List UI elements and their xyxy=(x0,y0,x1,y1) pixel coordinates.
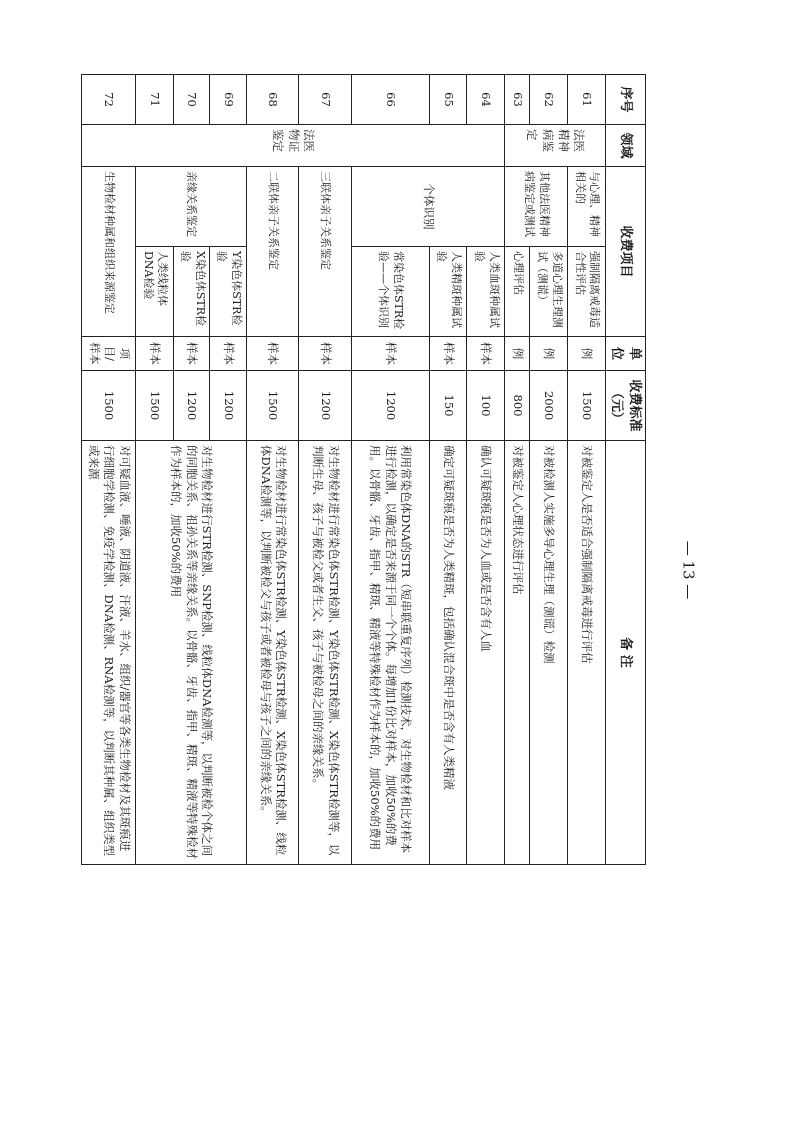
row-fee: 1200 xyxy=(210,371,246,441)
row-note: 对生物检材进行STR检测、SNP检测、线粒体DNA检测等，以判断被检个体之间的同胞关系、祖孙关系等亲缘关系。以骨骼、牙齿、指甲、精斑、精液等特殊检材作为样本的，加收50%的费用 xyxy=(136,441,247,865)
page-number xyxy=(678,540,698,600)
row-category: 与心理、精神相关的 xyxy=(568,167,606,247)
row-fee: 1200 xyxy=(299,371,352,441)
row-fee: 1200 xyxy=(173,371,209,441)
row-unit: 样本 xyxy=(299,337,352,371)
row-item: 强制隔离戒毒适合性评估 xyxy=(568,247,606,337)
header-unit: 单位 xyxy=(605,337,645,371)
row-note: 对可疑血液、唾液、阴道液、汗液、羊水、组织/器官等各类生物检材及其斑痕进行细胞学检测、免疫学检测、DNA检测、RNA检测等，以判断其种属、组织类型或来源 xyxy=(82,441,136,865)
table-row xyxy=(568,75,606,865)
row-fee: 1500 xyxy=(246,371,299,441)
row-fee: 1500 xyxy=(136,371,174,441)
row-no: 65 xyxy=(429,75,467,125)
row-unit: 样本 xyxy=(210,337,246,371)
row-unit: 例 xyxy=(568,337,606,371)
row-fee: 1200 xyxy=(351,371,429,441)
row-note: 确定可疑斑痕是否为人类精斑，包括确认混合斑中是否含有人类精液 xyxy=(429,441,467,865)
fee-table xyxy=(81,74,646,865)
row-unit: 例 xyxy=(530,337,568,371)
row-item: 多道心理生理测试（测谎） xyxy=(530,247,568,337)
header-item: 收费项目 xyxy=(605,167,645,337)
row-no: 64 xyxy=(467,75,505,125)
row-no: 61 xyxy=(568,75,606,125)
row-category: 二联体亲子关系鉴定 xyxy=(246,167,299,337)
row-unit: 样本 xyxy=(173,337,209,371)
row-domain: 法医精神病鉴定 xyxy=(505,125,606,167)
row-fee: 150 xyxy=(429,371,467,441)
row-item: 常染色体STR检验——个体识别 xyxy=(351,247,429,337)
row-no: 67 xyxy=(299,75,352,125)
row-no: 72 xyxy=(82,75,136,125)
header-fee: 收费标准（元） xyxy=(605,371,645,441)
row-no: 66 xyxy=(351,75,429,125)
row-note: 对被鉴定人心理状态进行评估 xyxy=(505,441,530,865)
row-fee: 1500 xyxy=(82,371,136,441)
row-item: Y染色体STR检验 xyxy=(210,247,246,337)
row-no: 62 xyxy=(530,75,568,125)
row-category: 亲缘关系鉴定 xyxy=(136,167,247,247)
row-fee: 2000 xyxy=(530,371,568,441)
row-unit: 例 xyxy=(505,337,530,371)
row-note: 确认可疑斑痕是否为人血或是否含有人血 xyxy=(467,441,505,865)
row-unit: 样本 xyxy=(246,337,299,371)
row-note: 对生物检材进行常染色体STR检测、Y染色体STR检测、X染色体STR检测等，以判断生母、孩子与被检父或者生父、孩子与被检母之间的亲缘关系。 xyxy=(299,441,352,865)
row-category: 生物检材种属和组织来源鉴定 xyxy=(82,167,136,337)
row-item: 人类精斑种属试验 xyxy=(429,247,467,337)
row-fee: 800 xyxy=(505,371,530,441)
row-no: 63 xyxy=(505,75,530,125)
row-unit: 样本 xyxy=(136,337,174,371)
row-category: 个体识别 xyxy=(351,167,504,247)
header-no: 序号 xyxy=(605,75,645,125)
rotated-table-container xyxy=(81,74,646,864)
table-row xyxy=(82,75,136,865)
row-note: 对被检测人实施多导心理生理（测谎）检测 xyxy=(530,441,568,865)
table-row xyxy=(210,75,246,865)
header-note: 备 注 xyxy=(605,441,645,865)
row-note: 利用常染色体DNA的STR（短串联重复序列）检测技术，对生物检材和比对样本进行检测，以确定是否来源于同一个个体。每增加1份比对样本，加收50%的费用。以骨骼、牙齿、指甲、精斑、精液等特殊检材作为样本的，加收50%的费用 xyxy=(351,441,429,865)
row-fee: 1500 xyxy=(568,371,606,441)
row-unit: 样本 xyxy=(351,337,429,371)
row-item: 人类线粒体DNA检验 xyxy=(136,247,174,337)
row-no: 70 xyxy=(173,75,209,125)
row-no: 69 xyxy=(210,75,246,125)
row-no: 68 xyxy=(246,75,299,125)
row-note: 对生物检材进行常染色体STR检测、Y染色体STR检测、X染色体STR检测、线粒体DNA检测等，以判断被检父与孩子或者被检母与孩子之间的亲缘关系。 xyxy=(246,441,299,865)
page-number-text: — 13 — xyxy=(679,540,697,600)
row-category: 三联体亲子关系鉴定 xyxy=(299,167,352,337)
row-unit: 样本 xyxy=(467,337,505,371)
header-domain: 领域 xyxy=(605,125,645,167)
row-fee: 100 xyxy=(467,371,505,441)
row-note: 对被鉴定人是否适合强制隔离戒毒进行评估 xyxy=(568,441,606,865)
row-item: 心理评估 xyxy=(505,247,530,337)
table-row xyxy=(299,75,352,865)
row-item: 人类血斑种属试验 xyxy=(467,247,505,337)
table-row xyxy=(467,75,505,865)
row-unit: 项目/样本 xyxy=(82,337,136,371)
row-unit: 样本 xyxy=(429,337,467,371)
table-row xyxy=(246,75,299,865)
row-category: 其他法医精神病鉴定或测试 xyxy=(505,167,568,247)
table-row xyxy=(530,75,568,865)
row-item: X染色体STR检验 xyxy=(173,247,209,337)
row-domain: 法医物证鉴定 xyxy=(82,125,505,167)
header-row xyxy=(605,75,645,865)
row-no: 71 xyxy=(136,75,174,125)
